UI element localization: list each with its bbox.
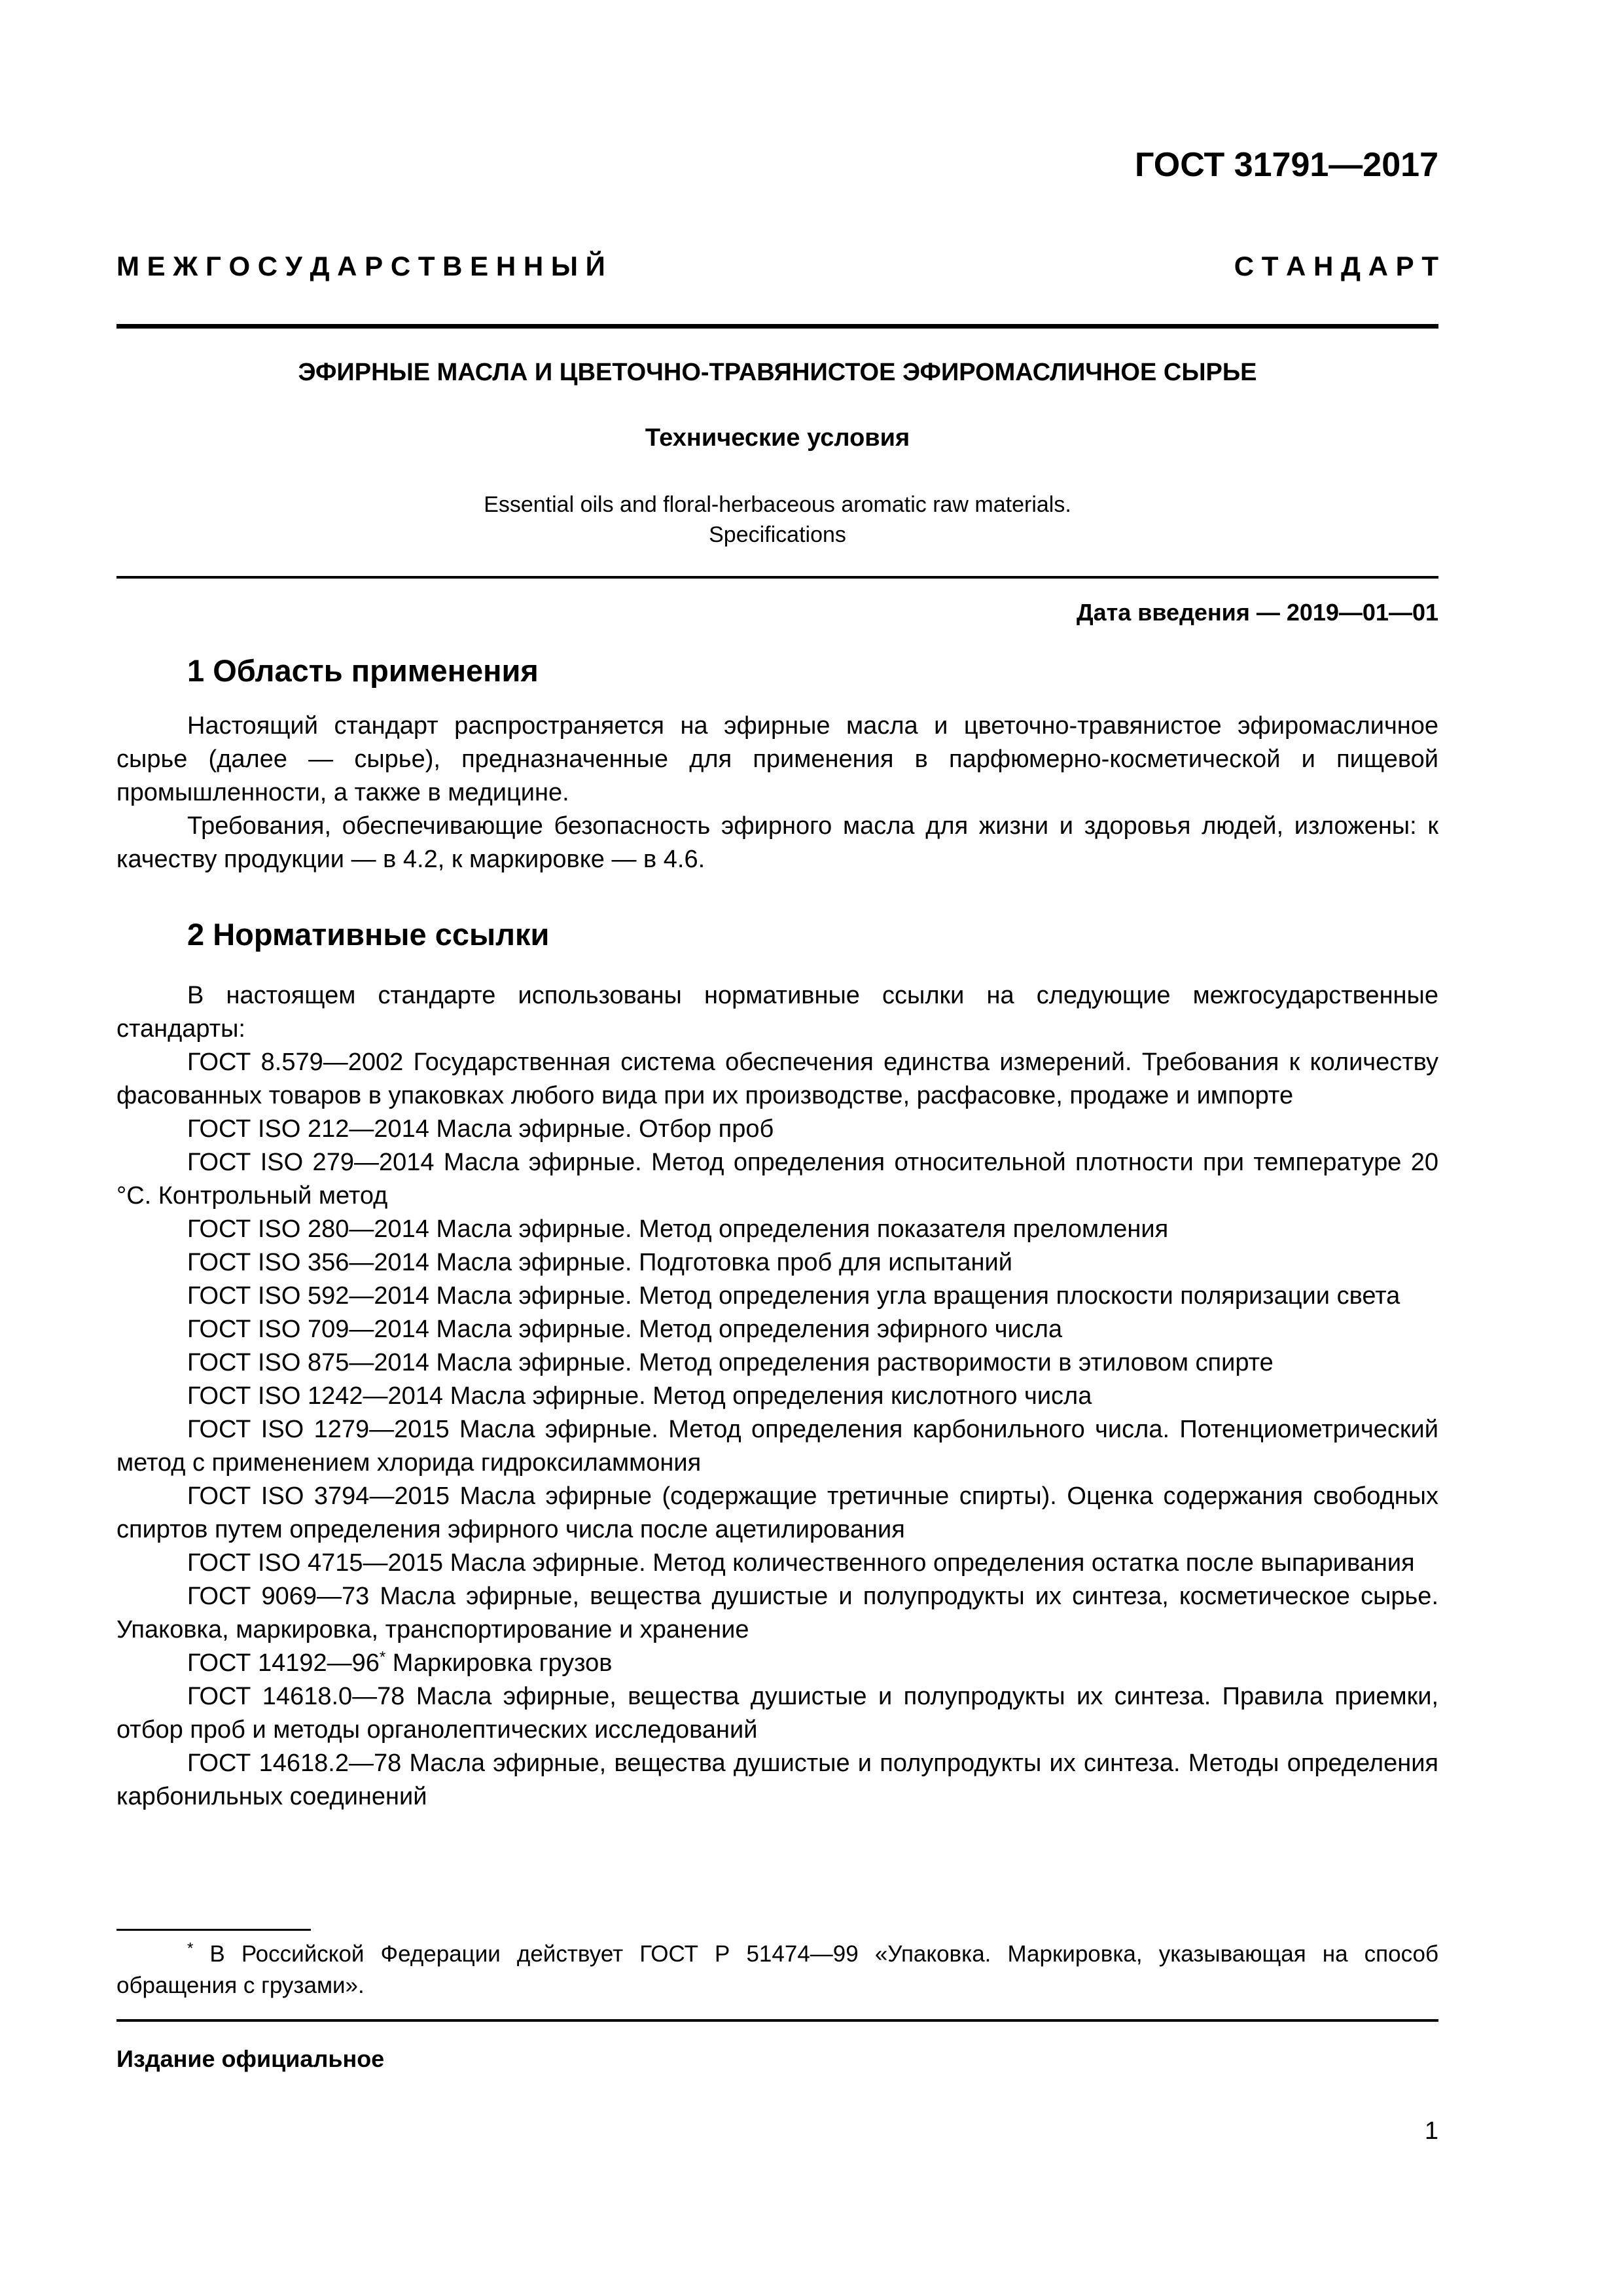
footnote [116,1939,1438,2001]
section-1-paragraph: Настоящий стандарт распространяется на эфирные масла и цветочно-травянистое эфиромасличное сырье (далее — сырье), предназначенные для применения в парфюмерно-косметической и пищевой промышленности, а также в медицине. [116,712,1438,806]
footnote-text-block [116,1939,1438,2001]
footer-divider [116,2019,1438,2022]
reference-item: ГОСТ ISO 1242—2014 Масла эфирные. Метод определения кислотного числа [187,1382,1092,1410]
section-1-paragraph: Требования, обеспечивающие безопасность эфирного масла для жизни и здоровья людей, изложены: к качеству продукции — в 4.2, к маркировке — в 4.6. [116,812,1438,873]
reference-title: Маркировка грузов [385,1649,613,1677]
document-page [116,0,1438,2296]
page-number: 1 [1424,2117,1438,2145]
section-2-intro: В настоящем стандарте использованы нормативные ссылки на следующие межгосударственные стандарты: [116,982,1438,1043]
reference-item: ГОСТ ISO 592—2014 Масла эфирные. Метод определения угла вращения плоскости поляризации света [187,1282,1400,1310]
standard-type-left: М Е Ж Г О С У Д А Р С Т В Е Н Н Ы Й [116,251,605,281]
subtitle-russian: Технические условия [645,424,910,452]
reference-item: ГОСТ ISO 4715—2015 Масла эфирные. Метод количественного определения остатка после выпаривания [187,1549,1415,1577]
reference-item: ГОСТ ISO 212—2014 Масла эфирные. Отбор проб [187,1115,774,1143]
header-divider [116,324,1438,329]
section-2-body [116,979,1438,1814]
section-1-body [116,709,1438,876]
reference-item: ГОСТ 9069—73 Масла эфирные, вещества душистые и полупродукты их синтеза, косметическое сырье. Упаковка, маркировка, транспортирование и хранение [116,1583,1438,1643]
title-english-line1: Essential oils and floral-herbaceous aromatic raw materials. [484,492,1071,517]
reference-item: ГОСТ ISO 356—2014 Масла эфирные. Подготовка проб для испытаний [187,1249,1012,1276]
reference-item: ГОСТ ISO 280—2014 Масла эфирные. Метод определения показателя преломления [187,1215,1169,1243]
title-english [116,490,1438,550]
reference-item: ГОСТ 14618.2—78 Масла эфирные, вещества душистые и полупродукты их синтеза. Методы определения карбонильных соединений [116,1749,1438,1810]
reference-code: ГОСТ 14192—96 [187,1649,380,1677]
document-number: ГОСТ 31791—2017 [1135,146,1438,184]
footnote-marker: * [187,1939,194,1958]
reference-item-14192 [116,1647,1438,1680]
reference-item: ГОСТ 8.579—2002 Государственная система обеспечения единства измерений. Требования к количеству фасованных товаров в упаковках любого вида при их производстве, расфасовке, продаже и импорте [116,1049,1438,1109]
edition-label: Издание официальное [116,2045,385,2072]
section-2-heading: 2 Нормативные ссылки [187,917,550,952]
reference-item: ГОСТ 14618.0—78 Масла эфирные, вещества душистые и полупродукты их синтеза. Правила приемки, отбор проб и методы органолептических исследований [116,1683,1438,1744]
reference-item: ГОСТ ISO 279—2014 Масла эфирные. Метод определения относительной плотности при температуре 20 °С. Контрольный метод [116,1149,1438,1210]
title-english-line2: Specifications [709,522,846,547]
title-divider [116,576,1438,579]
reference-item: ГОСТ ISO 875—2014 Масла эфирные. Метод определения растворимости в этиловом спирте [187,1349,1274,1376]
reference-item: ГОСТ ISO 3794—2015 Масла эфирные (содержащие третичные спирты). Оценка содержания свободных спиртов путем определения эфирного числа после ацетилирования [116,1482,1438,1543]
standard-type-banner [116,251,1438,282]
footnote-divider [116,1929,311,1931]
footnote-text: В Российской Федерации действует ГОСТ Р 51474—99 «Упаковка. Маркировка, указывающая на способ обращения с грузами». [116,1941,1438,1998]
introduction-date: Дата введения — 2019—01—01 [1076,599,1438,626]
standard-type-right: С Т А Н Д А Р Т [1234,251,1438,281]
title-russian: ЭФИРНЫЕ МАСЛА И ЦВЕТОЧНО-ТРАВЯНИСТОЕ ЭФИРОМАСЛИЧНОЕ СЫРЬЕ [298,359,1257,386]
reference-item: ГОСТ ISO 709—2014 Масла эфирные. Метод определения эфирного числа [187,1316,1063,1343]
section-1-heading: 1 Область применения [187,653,539,688]
footnote-marker: * [379,1648,386,1666]
reference-item: ГОСТ ISO 1279—2015 Масла эфирные. Метод определения карбонильного числа. Потенциометрический метод с применением хлорида гидроксиламмония [116,1416,1438,1477]
